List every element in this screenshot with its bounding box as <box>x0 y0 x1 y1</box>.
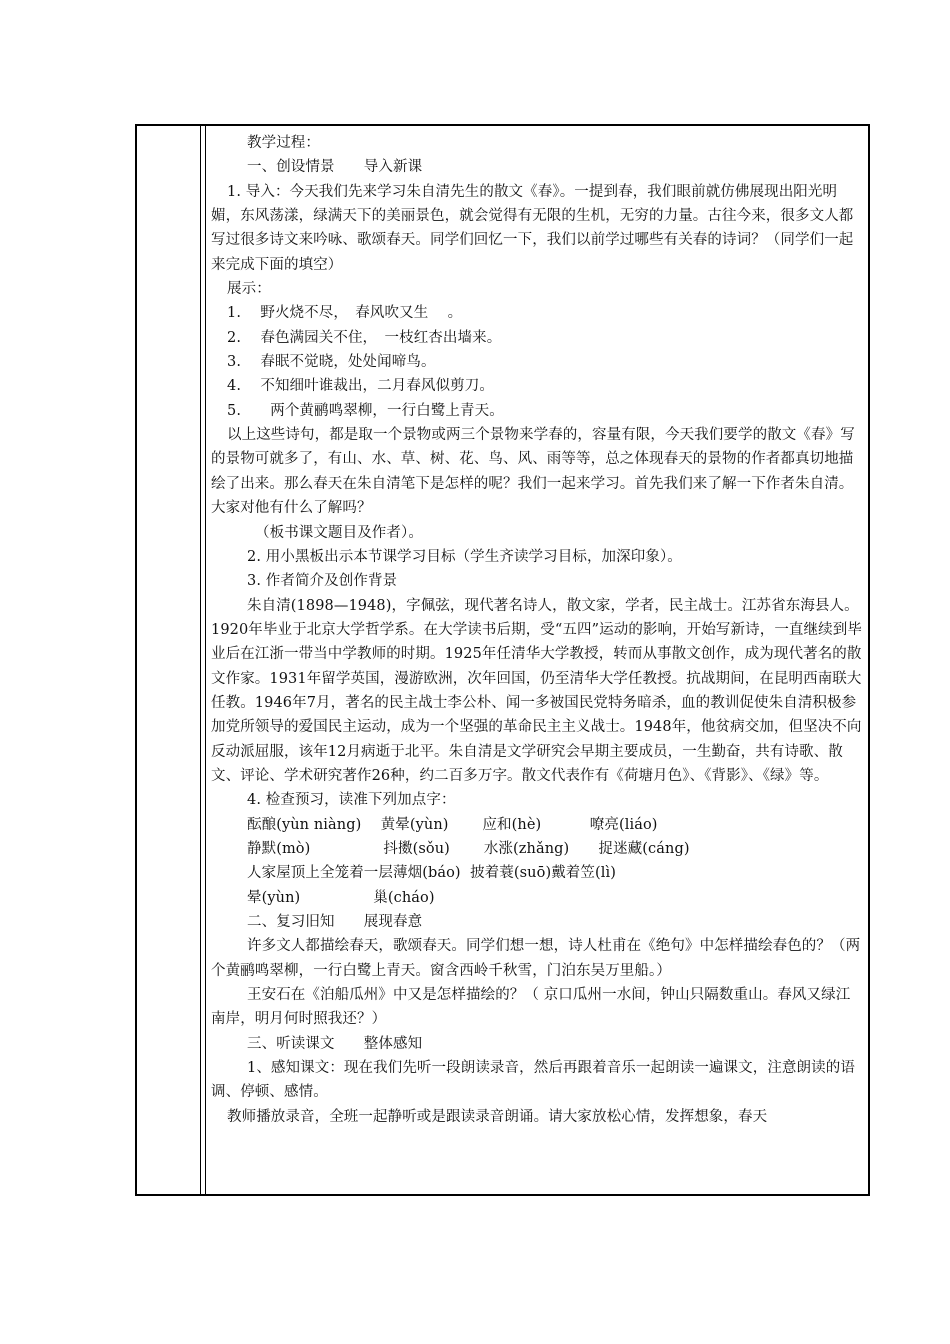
paragraph <box>211 180 862 277</box>
paragraph: 4. 检查预习，读准下列加点字： <box>247 792 456 809</box>
paragraph-text: 以上这些诗句，都是取一个景物或两三个景物来学春的，容量有限，今天我们要学的散文《春》写的景物可就多了，有山、水、草、树、花、鸟、风、雨等等，总之体现春天的景物的作者都真切地描绘了出来。那么春天在朱自清笔下是怎样的呢？我们一起来学习。首先我们来了解一下作者朱自清。大家对他有什么了解吗？ <box>211 427 855 517</box>
paragraph: 2. 用小黑板出示本节课学习目标（学生齐读学习目标，加深印象）。 <box>247 548 682 565</box>
paragraph: （板书课文题目及作者）。 <box>255 524 423 541</box>
paragraph-text: 1、感知课文：现在我们先听一段朗读录音，然后再跟着音乐一起朗读一遍课文，注意朗读的语调、停顿、感情。 <box>211 1060 855 1101</box>
paragraph <box>211 1056 862 1105</box>
poem-line: 4. 不知细叶谁裁出，二月春风似剪刀。 <box>227 378 494 395</box>
paragraph: 展示： <box>227 281 271 298</box>
paragraph-text: 朱自清(1898—1948)，字佩弦，现代著名诗人，散文家，学者，民主战士。江苏省东海县人。1920年毕业于北京大学哲学系。在大学读书后期，受“五四”运动的影响，开始写新诗，一直继续到毕业后在江浙一带当中学教师的时期。1925年任清华大学教授，转而从事散文创作，成为现代著名的散文作家。1931年留学英国，漫游欧洲，次年回国，仍至清华大学任教授。抗战期间，在昆明西南联大任教。1946年7月，著名的民主战士李公朴、闻一多被国民党特务暗杀，血的教训促使朱自清积极参加党所领导的爱国民主运动，成为一个坚强的革命民主主义战士。1948年，他贫病交加，但坚决不向反动派屈服，该年12月病逝于北平。朱自清是文学研究会早期主要成员，一生勤奋，共有诗歌、散文、评论、学术研究著作26种，约二百多万字。散文代表作有《荷塘月色》、《背影》、《绿》等。 <box>211 597 862 784</box>
lesson-plan-table <box>135 124 870 1196</box>
vocab-row: 静默(mò) 抖擞(sǒu) 水涨(zhǎng) 捉迷藏(cáng) <box>247 840 690 857</box>
paragraph <box>211 934 862 983</box>
paragraph <box>211 594 862 789</box>
section-heading: 教学过程： <box>247 135 320 151</box>
section-heading: 一、创设情景 导入新课 <box>247 159 423 176</box>
vocab-row: 酝酿(yùn niàng) 黄晕(yùn) 应和(hè) 嘹亮(liáo) <box>247 816 658 833</box>
section-heading: 二、复习旧知 展现春意 <box>247 914 423 930</box>
paragraph <box>211 1105 862 1129</box>
poem-line: 2. 春色满园关不住， 一枝红杏出墙来。 <box>227 329 502 346</box>
lesson-content <box>211 131 862 1194</box>
paragraph-text: 教师播放录音，全班一起静听或是跟读录音朗诵。请大家放松心情，发挥想象，春天 <box>227 1108 768 1125</box>
paragraph <box>211 423 862 520</box>
paragraph-text: 1. 导入：今天我们先来学习朱自清先生的散文《春》。一提到春，我们眼前就仿佛展现出阳光明媚，东风荡漾，绿满天下的美丽景色，就会觉得有无限的生机，无穷的力量。古往今来，很多文人都写过很多诗文来吟咏、歌颂春天。同学们回忆一下，我们以前学过哪些有关春的诗词？（同学们一起来完成下面的填空） <box>211 183 854 273</box>
poem-line: 1. 野火烧不尽， 春风吹又生 。 <box>227 305 463 322</box>
paragraph-text: 王安石在《泊船瓜州》中又是怎样描绘的？（ 京口瓜州一水间，钟山只隔数重山。春风又绿江南岸，明月何时照我还？） <box>211 987 851 1028</box>
paragraph <box>211 983 862 1032</box>
poem-line: 5. 两个黄鹂鸣翠柳，一行白鹭上青天。 <box>227 402 504 419</box>
vocab-row: 晕(yùn) 巢(cháo) <box>247 889 435 906</box>
column-divider-inner <box>205 126 206 1194</box>
vocab-row: 人家屋顶上全笼着一层薄烟(báo) 披着蓑(suō)戴着笠(lì) <box>247 865 616 882</box>
column-divider <box>200 126 201 1194</box>
paragraph: 3. 作者简介及创作背景 <box>247 573 398 590</box>
paragraph-text: 许多文人都描绘春天，歌颂春天。同学们想一想，诗人杜甫在《绝句》中怎样描绘春色的？（两个黄鹂鸣翠柳，一行白鹭上青天。窗含西岭千秋雪，门泊东吴万里船。） <box>211 938 861 979</box>
poem-line: 3. 春眠不觉晓，处处闻啼鸟。 <box>227 354 436 371</box>
section-heading: 三、听读课文 整体感知 <box>247 1035 423 1052</box>
